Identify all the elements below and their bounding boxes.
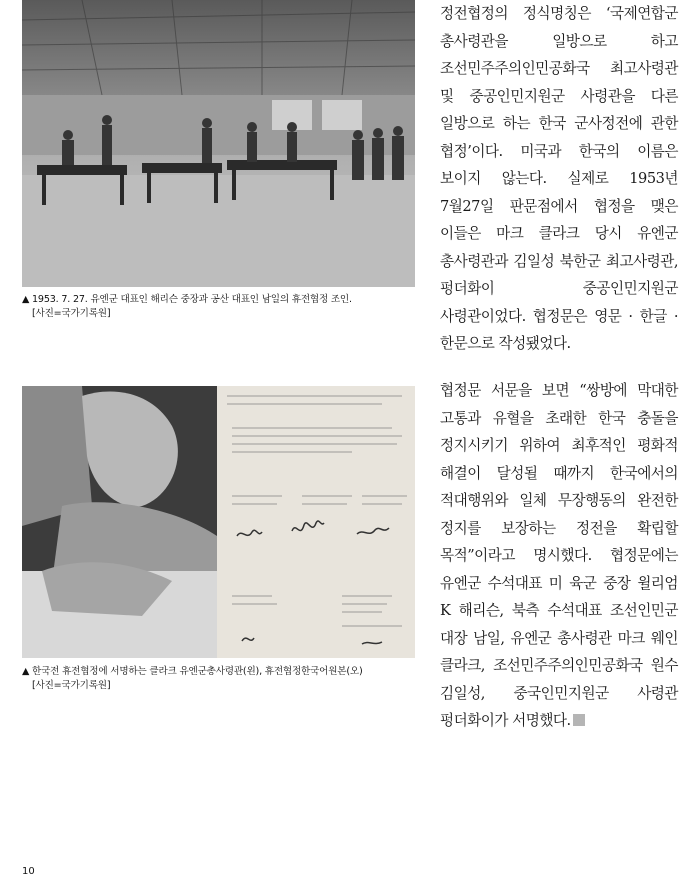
article-paragraph-1: 정전협정의 정식명칭은 ‘국제연합군 총사령관을 일방으로 하고 조선민주주의인민공화국 최고사령관 및 중공인민지원군 사령관을 다른 일방으로 하는 한국 군사정전에 관한 협정’이다. 미국과 한국의 이름은 보이지 않는다. 실제로 1953년 7월27일 판문점에서 협정을 맺은 이들은 마크 클라크 당시 유엔군 총사령관과 김일성 북한군 최고사령관, 펑더화이 중공인민지원군 사령관이었다. 협정문은 영문 · 한글 · 한문으로 작성됐었다. xyxy=(440,5,678,352)
top-caption-text: ▲ 1953. 7. 27. 유엔군 대표인 해리슨 중장과 공산 대표인 남일의 휴전협정 조인. xyxy=(22,294,352,305)
end-of-article-mark xyxy=(573,714,585,726)
top-caption-credit: [사진=국가기록원] xyxy=(32,308,111,319)
armistice-signing-hall-photo xyxy=(22,0,415,287)
bottom-caption-text: ▲ 한국전 휴전협정에 서명하는 클라크 유엔군총사령관(왼), 휴전협정한국어원본(오) xyxy=(22,666,363,677)
clark-signing-and-document-photo xyxy=(22,386,415,658)
bottom-caption-credit: [사진=국가기록원] xyxy=(32,680,111,691)
top-photo-caption xyxy=(22,293,417,321)
page-number: 10 xyxy=(22,866,35,877)
bottom-photo-caption xyxy=(22,665,417,693)
article-paragraph-2-text: 협정문 서문을 보면 “쌍방에 막대한 고통과 유혈을 초래한 한국 충돌을 정지시키기 위하여 최후적인 평화적 해결이 달성될 때까지 한국에서의 적대행위와 일체 무장행동의 완전한 정지를 보장하는 정전을 확립할 목적”이라고 명시했다. 협정문에는 유엔군 수석대표 미 육군 중장 윌리엄 K 해리슨, 북측 수석대표 조선인민군 대장 남일, 유엔군 총사령관 마크 웨인 클라크, 조선민주주의인민공화국 원수 김일성, 중국인민지원군 사령관 펑더화이가 서명했다. xyxy=(440,382,678,729)
article-paragraph-2 xyxy=(440,377,678,735)
